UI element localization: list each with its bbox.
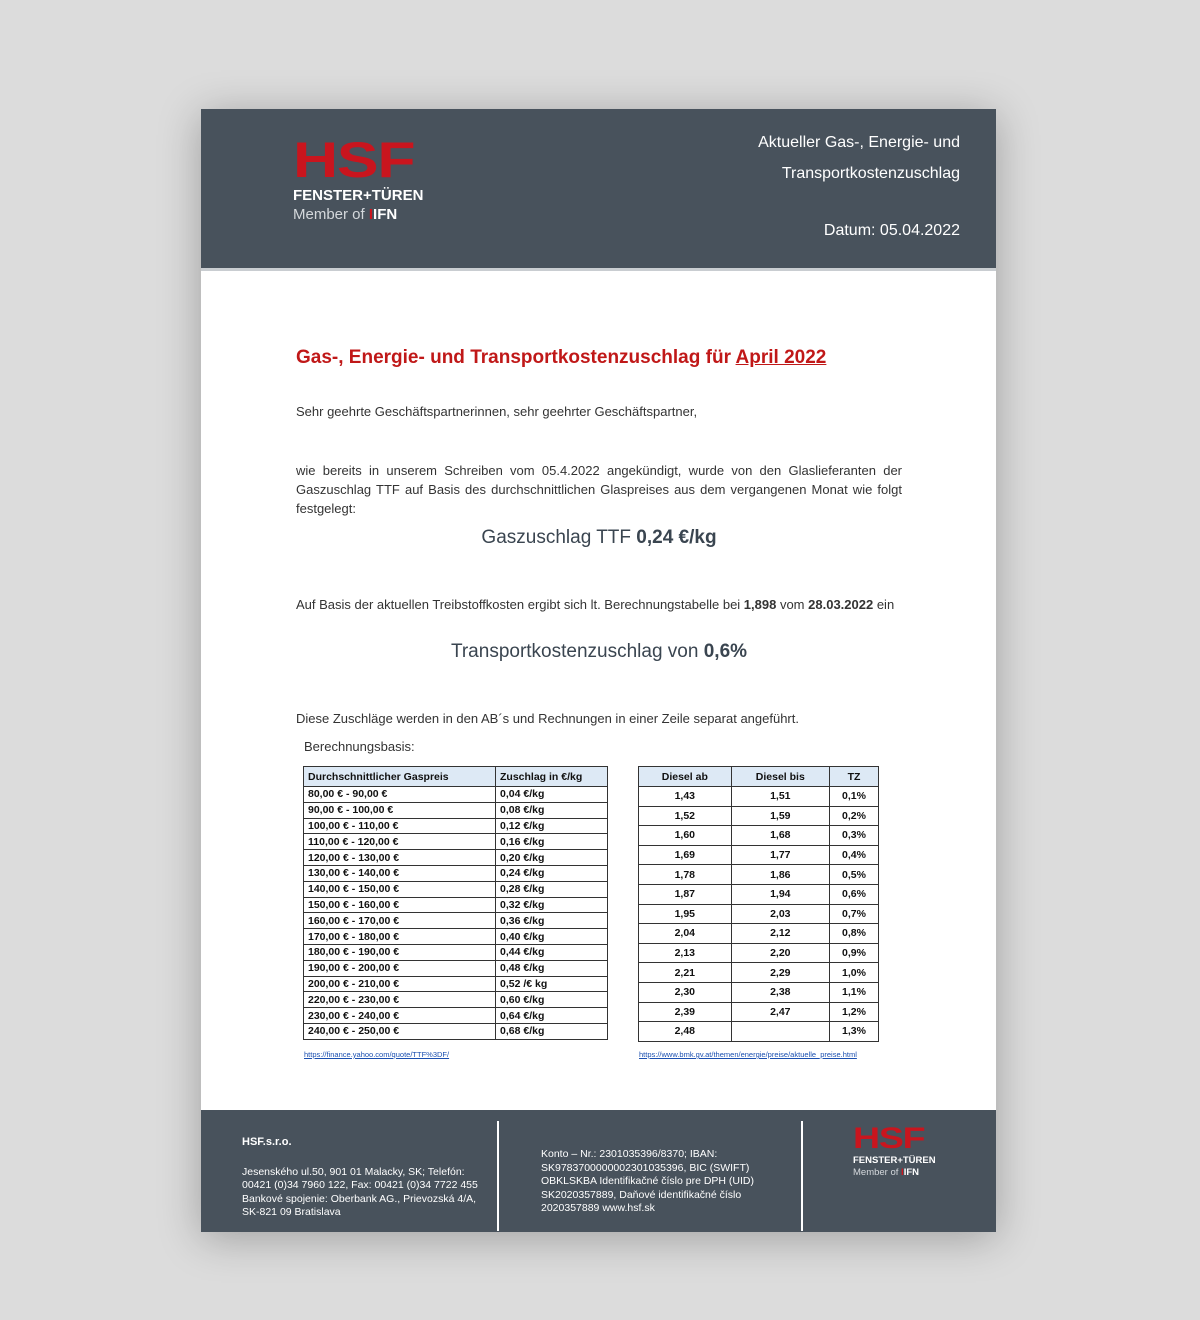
header-bar xyxy=(201,109,996,268)
table-cell: 0,36 €/kg xyxy=(496,913,608,929)
ifn-brand: IFN xyxy=(373,206,398,223)
table-cell: 0,40 €/kg xyxy=(496,929,608,945)
transport-surcharge-value: 0,6% xyxy=(703,641,748,662)
table-row xyxy=(304,787,608,803)
hsf-logo xyxy=(293,132,424,223)
table-cell: 0,32 €/kg xyxy=(496,897,608,913)
table-row xyxy=(304,834,608,850)
table-cell: 2,48 xyxy=(639,1022,732,1042)
table-row xyxy=(304,818,608,834)
fuel-paragraph: Auf Basis der aktuellen Treibstoffkosten ergibt sich lt. Berechnungstabelle bei 1,898 vom 28.03.2022 ein xyxy=(296,597,895,612)
table-cell: 0,3% xyxy=(829,826,878,846)
table-cell: 0,52 /€ kg xyxy=(496,976,608,992)
table-row xyxy=(304,881,608,897)
table-row xyxy=(639,806,879,826)
table-cell: 0,12 €/kg xyxy=(496,818,608,834)
logo-tagline: FENSTER+TÜREN xyxy=(853,1155,936,1166)
table-cell: 2,30 xyxy=(639,982,732,1002)
table-cell: 0,08 €/kg xyxy=(496,802,608,818)
table-cell: 90,00 € - 100,00 € xyxy=(304,802,496,818)
table-cell: 1,59 xyxy=(731,806,829,826)
table-cell: 0,44 €/kg xyxy=(496,944,608,960)
footer-company-name: HSF.s.r.o. xyxy=(242,1136,292,1148)
table-cell: 1,68 xyxy=(731,826,829,846)
table-cell: 1,43 xyxy=(639,787,732,807)
diesel-table xyxy=(638,766,879,1042)
table-row xyxy=(304,976,608,992)
gas-surcharge-value: 0,24 €/kg xyxy=(636,527,717,548)
table-cell: 130,00 € - 140,00 € xyxy=(304,865,496,881)
footer-bar xyxy=(201,1110,996,1232)
table-cell: 0,64 €/kg xyxy=(496,1008,608,1024)
table-cell: 110,00 € - 120,00 € xyxy=(304,834,496,850)
table-cell: 0,20 €/kg xyxy=(496,850,608,866)
table-row xyxy=(639,1002,879,1022)
table-cell: 2,03 xyxy=(731,904,829,924)
table-row xyxy=(304,944,608,960)
intro-paragraph: wie bereits in unserem Schreiben vom 05.4.2022 angekündigt, wurde von den Glaslieferanten der Gaszuschlag TTF auf Basis des durchschnittlichen Glaspreises aus dem vergangenen Monat wie folgt festgelegt: xyxy=(296,463,902,516)
table-cell: 1,87 xyxy=(639,884,732,904)
hsf-footer-logo xyxy=(853,1124,936,1178)
greeting: Sehr geehrte Geschäftspartnerinnen, sehr geehrter Geschäftspartner, xyxy=(296,404,698,419)
table-cell: 2,29 xyxy=(731,963,829,983)
table-cell: 2,20 xyxy=(731,943,829,963)
table-cell: 1,52 xyxy=(639,806,732,826)
table-cell: 2,12 xyxy=(731,924,829,944)
table-row xyxy=(639,1022,879,1042)
table-row xyxy=(304,913,608,929)
table-cell: 1,60 xyxy=(639,826,732,846)
logo-tagline: FENSTER+TÜREN xyxy=(293,187,424,204)
table-cell: 2,47 xyxy=(731,1002,829,1022)
table-row xyxy=(639,982,879,1002)
document-page xyxy=(201,109,996,1232)
gas-price-table xyxy=(303,766,608,1040)
footer-divider xyxy=(801,1121,803,1231)
column-header: Zuschlag in €/kg xyxy=(496,767,608,787)
table-cell: 0,8% xyxy=(829,924,878,944)
diesel-source-link[interactable]: https://www.bmk.gv.at/themen/energie/preise/aktuelle_preise.html xyxy=(639,1050,857,1059)
table-row xyxy=(639,826,879,846)
table-cell: 0,7% xyxy=(829,904,878,924)
table-row xyxy=(639,943,879,963)
table-cell: 1,0% xyxy=(829,963,878,983)
table-cell: 0,1% xyxy=(829,787,878,807)
table-cell: 1,2% xyxy=(829,1002,878,1022)
table-row xyxy=(304,929,608,945)
document-title: Gas-, Energie- und Transportkostenzuschlag für April 2022 xyxy=(296,347,827,368)
table-row xyxy=(304,865,608,881)
table-cell: 1,3% xyxy=(829,1022,878,1042)
title-month: April 2022 xyxy=(735,347,827,368)
table-cell: 220,00 € - 230,00 € xyxy=(304,992,496,1008)
table-cell: 1,86 xyxy=(731,865,829,885)
table-cell: 0,48 €/kg xyxy=(496,960,608,976)
table-cell: 2,39 xyxy=(639,1002,732,1022)
table-cell: 230,00 € - 240,00 € xyxy=(304,1008,496,1024)
table-row xyxy=(304,802,608,818)
table-cell: 0,04 €/kg xyxy=(496,787,608,803)
table-row xyxy=(639,884,879,904)
table-row xyxy=(304,897,608,913)
table-row xyxy=(304,1008,608,1024)
table-cell: 1,94 xyxy=(731,884,829,904)
table-cell: 170,00 € - 180,00 € xyxy=(304,929,496,945)
table-cell: 0,2% xyxy=(829,806,878,826)
table-cell: 1,51 xyxy=(731,787,829,807)
table-cell: 1,78 xyxy=(639,865,732,885)
table-row xyxy=(304,850,608,866)
table-row xyxy=(639,865,879,885)
basis-label: Berechnungsbasis: xyxy=(304,739,415,754)
gas-source-link[interactable]: https://finance.yahoo.com/quote/TTF%3DF/ xyxy=(304,1050,450,1059)
table-row xyxy=(639,904,879,924)
table-cell: 0,9% xyxy=(829,943,878,963)
header-title: Aktueller Gas-, Energie- und Transportkostenzuschlag xyxy=(758,134,960,182)
table-cell: 0,5% xyxy=(829,865,878,885)
table-cell: 0,16 €/kg xyxy=(496,834,608,850)
table-cell: 240,00 € - 250,00 € xyxy=(304,1023,496,1039)
table-row xyxy=(304,992,608,1008)
table-row xyxy=(639,924,879,944)
table-header-row xyxy=(639,767,879,787)
table-cell: 1,95 xyxy=(639,904,732,924)
table-row xyxy=(304,1023,608,1039)
note-paragraph: Diese Zuschläge werden in den AB´s und Rechnungen in einer Zeile separat angeführt. xyxy=(296,711,799,726)
table-cell: 0,6% xyxy=(829,884,878,904)
table-cell: 2,38 xyxy=(731,982,829,1002)
footer-divider xyxy=(497,1121,499,1231)
table-cell: 200,00 € - 210,00 € xyxy=(304,976,496,992)
table-row xyxy=(304,960,608,976)
table-row xyxy=(639,963,879,983)
logo-member: Member of IIFN xyxy=(853,1167,919,1178)
logo-member: Member of IIFN xyxy=(293,206,398,223)
table-cell: 1,1% xyxy=(829,982,878,1002)
table-cell: 150,00 € - 160,00 € xyxy=(304,897,496,913)
footer-address: Jesenského ul.50, 901 01 Malacky, SK; Telefón: 00421 (0)34 7960 122, Fax: 00421 (0)34 7722 455 Bankové spojenie: Oberbank AG., Prievozská 4/A, SK-821 09 Bratislava xyxy=(242,1165,478,1218)
ifn-brand: IFN xyxy=(903,1167,919,1178)
table-row xyxy=(639,787,879,807)
table-cell: 160,00 € - 170,00 € xyxy=(304,913,496,929)
table-cell: 180,00 € - 190,00 € xyxy=(304,944,496,960)
logo-brand: HSF xyxy=(853,1122,925,1155)
column-header: TZ xyxy=(829,767,878,787)
document-date: Datum: 05.04.2022 xyxy=(823,222,960,239)
table-row xyxy=(639,845,879,865)
column-header: Diesel ab xyxy=(639,767,732,787)
column-header: Durchschnittlicher Gaspreis xyxy=(304,767,496,787)
table-cell: 0,4% xyxy=(829,845,878,865)
table-cell: 1,77 xyxy=(731,845,829,865)
table-cell: 140,00 € - 150,00 € xyxy=(304,881,496,897)
table-cell: 2,21 xyxy=(639,963,732,983)
gas-surcharge-line: Gaszuschlag TTF 0,24 €/kg xyxy=(481,527,717,548)
table-cell: 2,13 xyxy=(639,943,732,963)
table-cell: 190,00 € - 200,00 € xyxy=(304,960,496,976)
table-cell: 80,00 € - 90,00 € xyxy=(304,787,496,803)
transport-surcharge-line: Transportkostenzuschlag von 0,6% xyxy=(450,641,748,662)
footer-bank-info: Konto – Nr.: 2301035396/8370; IBAN: SK9783700000002301035396, BIC (SWIFT) OBKLSKBA Identifikačné číslo pre DPH (UID) SK2020357889, Daňové identifikačné číslo 2020357889 www.hsf.sk xyxy=(541,1148,754,1214)
header-divider xyxy=(201,268,996,271)
table-cell: 0,28 €/kg xyxy=(496,881,608,897)
footer-company-info xyxy=(242,1136,482,1220)
table-cell xyxy=(731,1022,829,1042)
table-header-row xyxy=(304,767,608,787)
table-cell: 0,24 €/kg xyxy=(496,865,608,881)
table-cell: 1,69 xyxy=(639,845,732,865)
logo-brand: HSF xyxy=(293,132,415,188)
table-cell: 120,00 € - 130,00 € xyxy=(304,850,496,866)
table-cell: 2,04 xyxy=(639,924,732,944)
table-cell: 0,68 €/kg xyxy=(496,1023,608,1039)
column-header: Diesel bis xyxy=(731,767,829,787)
table-cell: 100,00 € - 110,00 € xyxy=(304,818,496,834)
table-cell: 0,60 €/kg xyxy=(496,992,608,1008)
